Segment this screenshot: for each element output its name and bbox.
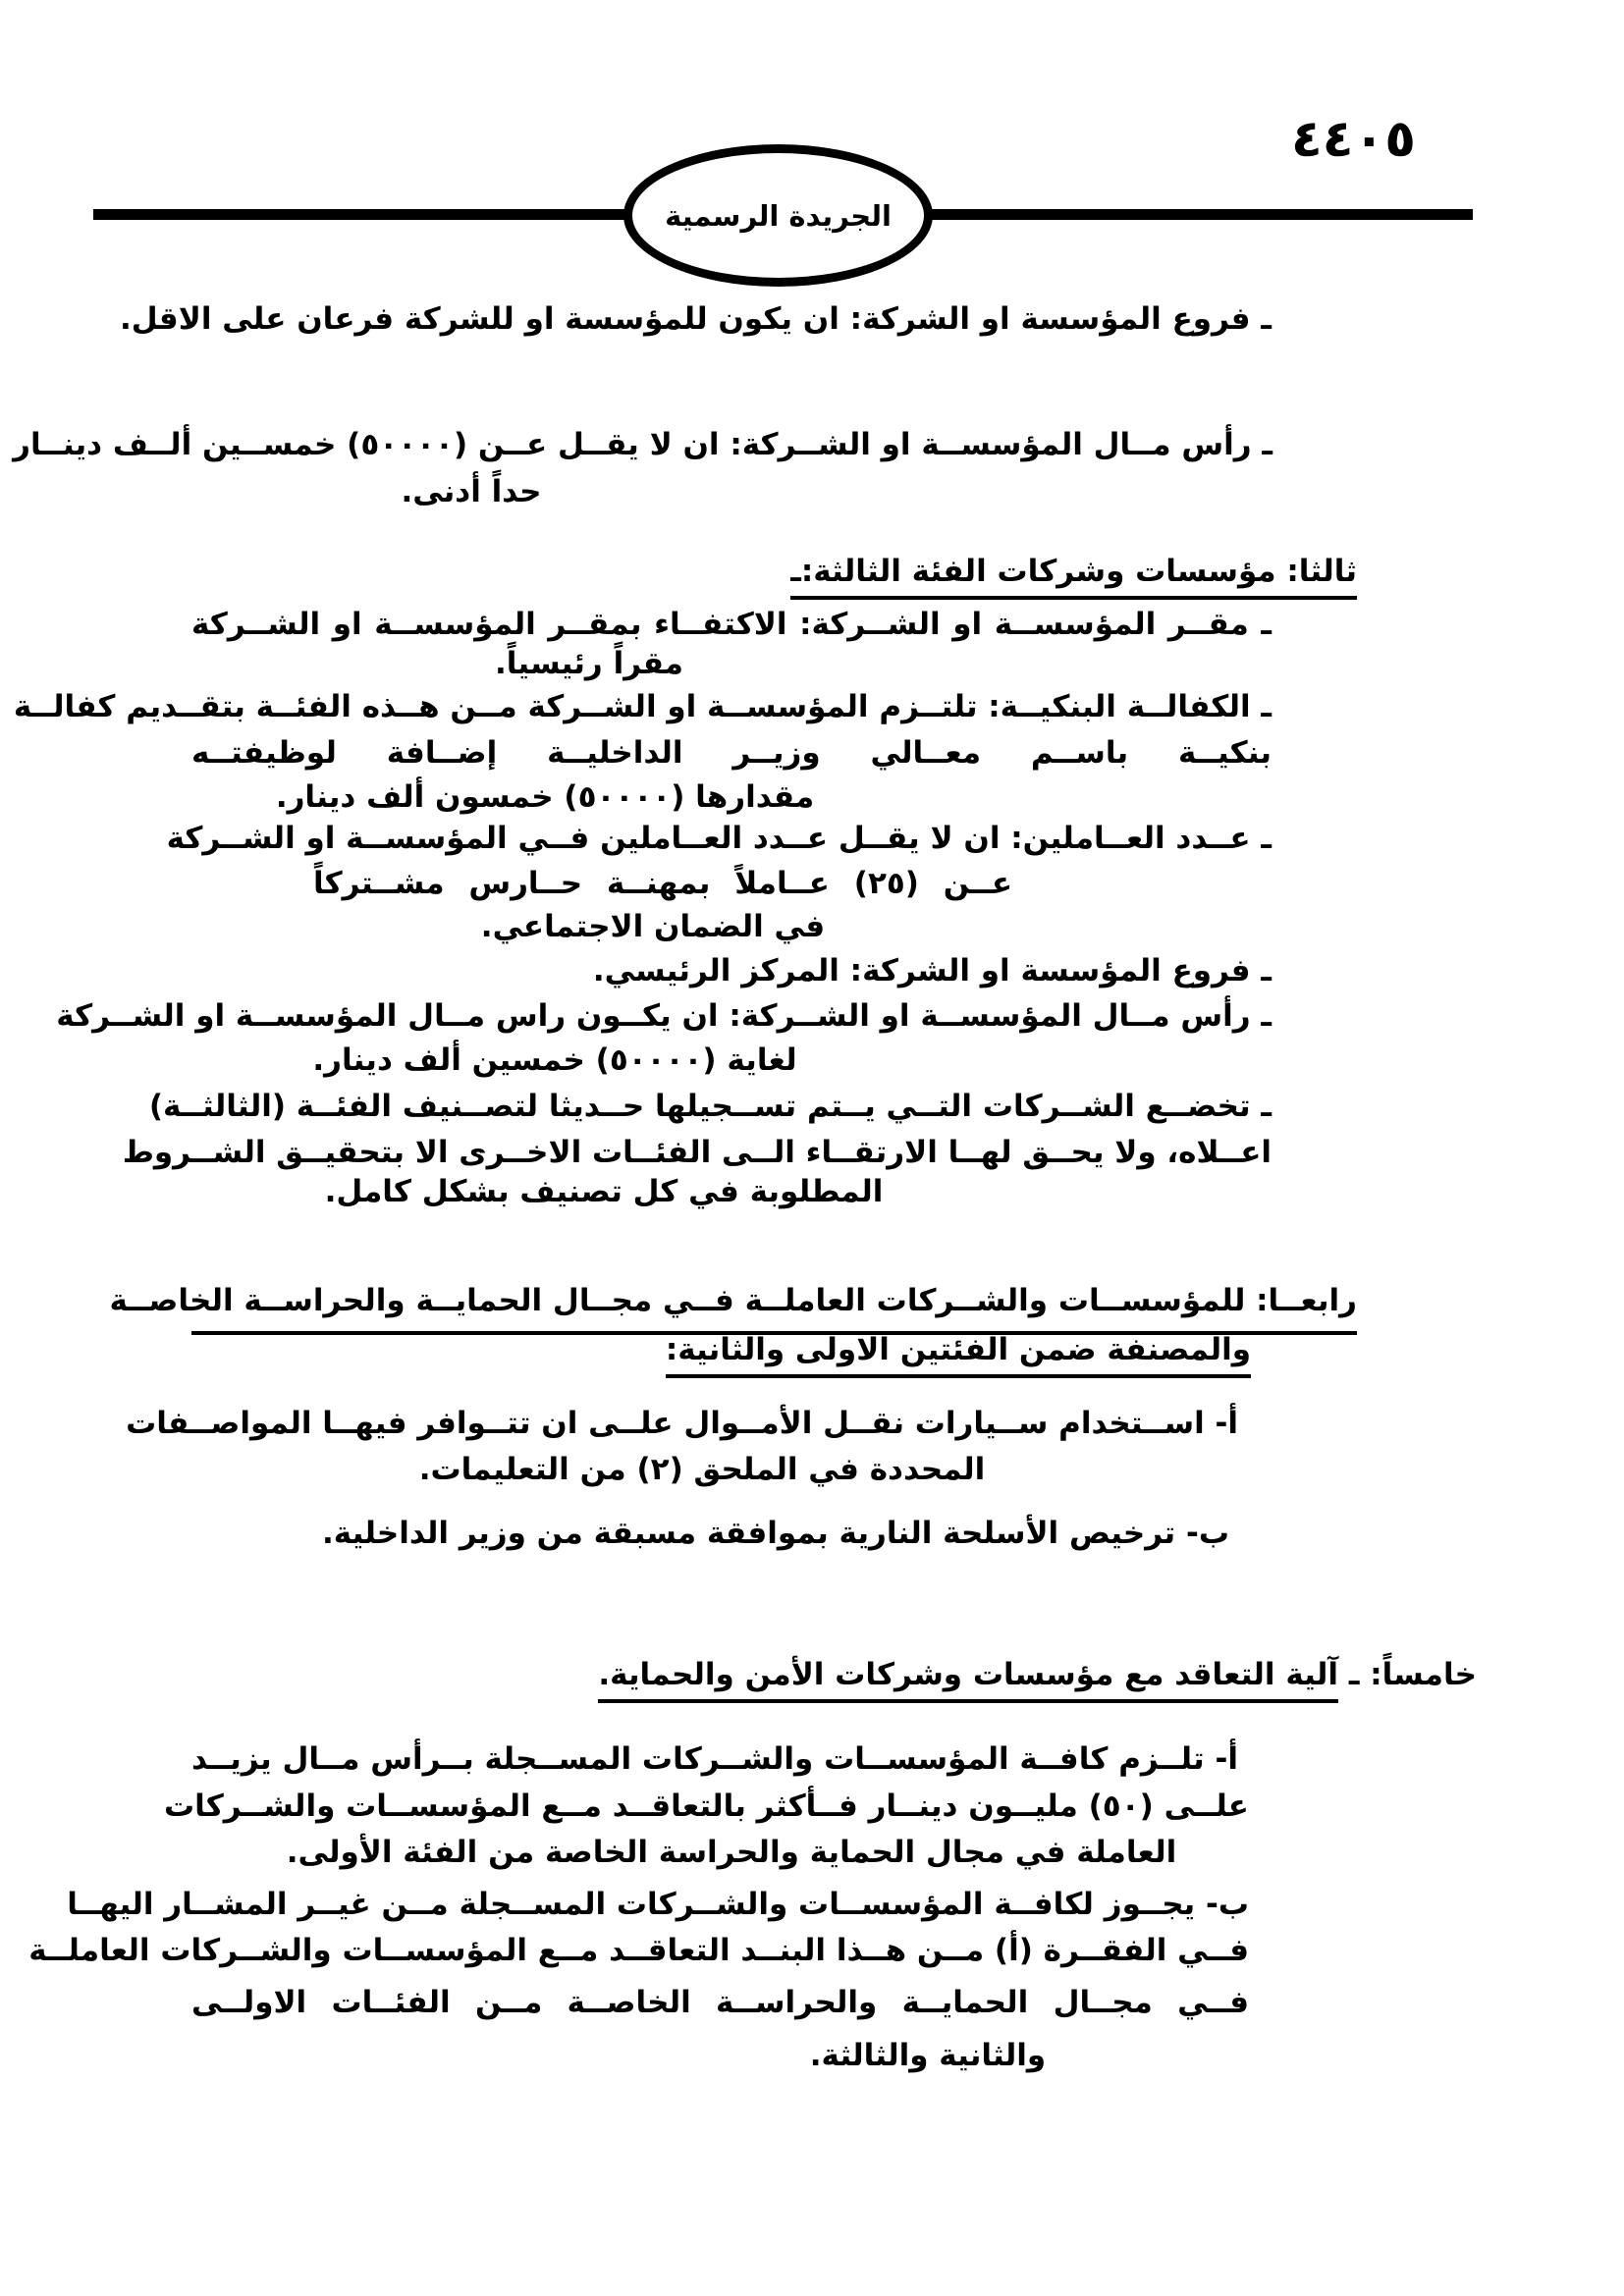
bullet-workers-count-line2: عــن (٢٥) عــاملاً بمهنــة حــارس مشــتركاً [312, 866, 1013, 901]
contract-item-b-line3: فــي مجــال الحمايــة والحراســة الخاصــة مــن الفئــات الاولــى [191, 1985, 1249, 2020]
contract-item-b-line1: ب- يجــوز لكافــة المؤسســات والشــركات المســجلة مــن غيــر المشــار اليهــا [67, 1887, 1249, 1922]
bullet-bank-guarantee-line1: ـ الكفالــة البنكيــة: تلتــزم المؤسســة او الشــركة مــن هــذه الفئــة بتقــديم كفالــة [13, 689, 1272, 724]
section-heading-third-category-text: ثالثا: مؤسسات وشركات الفئة الثالثة:ـ [790, 554, 1357, 600]
gazette-title: الجريدة الرسمية [665, 198, 892, 233]
contract-item-a-line2: علــى (٥٠) مليــون دينــار فــأكثر بالتعاقــد مــع المؤسســات والشــركات [163, 1789, 1249, 1824]
bullet-hq-line1: ـ مقــر المؤسســة او الشــركة: الاكتفــاء بمقــر المؤسســة او الشــركة [191, 607, 1272, 642]
section-heading-fifth [191, 1653, 1477, 1696]
bullet-workers-count-line3: في الضمان الاجتماعي. [480, 909, 826, 944]
contract-item-a-line3: العاملة في مجال الحماية والحراسة الخاصة من الفئة الأولى. [286, 1835, 1177, 1870]
contract-item-a-line1: أ- تلــزم كافــة المؤسســات والشــركات المســجلة بــرأس مــال يزيــد [191, 1741, 1238, 1777]
gazette-oval [623, 144, 933, 287]
page-number: ٤٤٠٥ [1291, 110, 1416, 169]
bullet-new-companies-line2: اعــلاه، ولا يحــق لهــا الارتقــاء الــى الفئــات الاخــرى الا بتحقيــق الشــروط [122, 1135, 1272, 1170]
bullet-capital-cap-line1: ـ رأس مــال المؤسســة او الشــركة: ان يكــون راس مــال المؤسســة او الشــركة [56, 998, 1272, 1034]
section-heading-fourth-line2-text: والمصنفة ضمن الفئتين الاولى والثانية: [666, 1332, 1251, 1378]
bullet-bank-guarantee-line3: مقدارها (٥٠٠٠٠) خمسون ألف دينار. [275, 779, 815, 815]
contract-item-b-line4: والثانية والثالثة. [809, 2038, 1047, 2073]
bullet-branches-min-two: ـ فروع المؤسسة او الشركة: ان يكون للمؤسسة او للشركة فرعان على الاقل. [119, 301, 1272, 337]
bullet-new-companies-line1: ـ تخضــع الشــركات التــي يــتم تســجيلها حــديثا لتصــنيف الفئــة (الثالثــة) [148, 1089, 1272, 1124]
bullet-capital-line2: حداً أدنى. [401, 474, 542, 509]
bullet-workers-count-line1: ـ عــدد العــاملين: ان لا يقــل عــدد العــاملين فــي المؤسســة او الشــركة [166, 821, 1272, 856]
item-a-money-cars-line2: المحددة في الملحق (٢) من التعليمات. [418, 1452, 986, 1487]
item-a-money-cars-line1: أ- اســتخدام ســيارات نقــل الأمــوال علــى ان تتــوافر فيهــا المواصــفات [126, 1406, 1238, 1441]
contract-item-b-line2: فــي الفقــرة (أ) مــن هــذا البنــد التعاقــد مــع المؤسســات والشــركات العاملــة [28, 1933, 1249, 1968]
bullet-bank-guarantee-line2: بنكيــة باســم معــالي وزيــر الداخليــة إضــافة لوظيفتــه [191, 735, 1272, 771]
bullet-hq-line2: مقراً رئيسياً. [495, 646, 683, 681]
section-heading-fifth-prefix: خامساً: ـ [1338, 1657, 1477, 1692]
section-heading-fifth-title: آلية التعاقد مع مؤسسات وشركات الأمن والحماية. [598, 1657, 1338, 1703]
bullet-capital-line1: ـ رأس مــال المؤسســة او الشــركة: ان لا يقــل عــن (٥٠٠٠٠) خمســين ألــف دينــار [13, 427, 1272, 462]
section-heading-fourth-line2 [191, 1328, 1251, 1371]
bullet-capital-cap-line2: لغاية (٥٠٠٠٠) خمسين ألف دينار. [312, 1042, 797, 1078]
bullet-new-companies-line3: المطلوبة في كل تصنيف بشكل كامل. [324, 1174, 884, 1209]
bullet-branches-hq-only: ـ فروع المؤسسة او الشركة: المركز الرئيسي. [592, 953, 1272, 988]
section-heading-third-category [191, 550, 1357, 593]
item-b-firearms-licensing: ب- ترخيص الأسلحة النارية بموافقة مسبقة من وزير الداخلية. [322, 1516, 1229, 1551]
section-heading-fourth-line1: رابعــا: للمؤسســات والشــركات العاملــة فــي مجــال الحمايــة والحراســة الخاصــة [191, 1279, 1357, 1335]
